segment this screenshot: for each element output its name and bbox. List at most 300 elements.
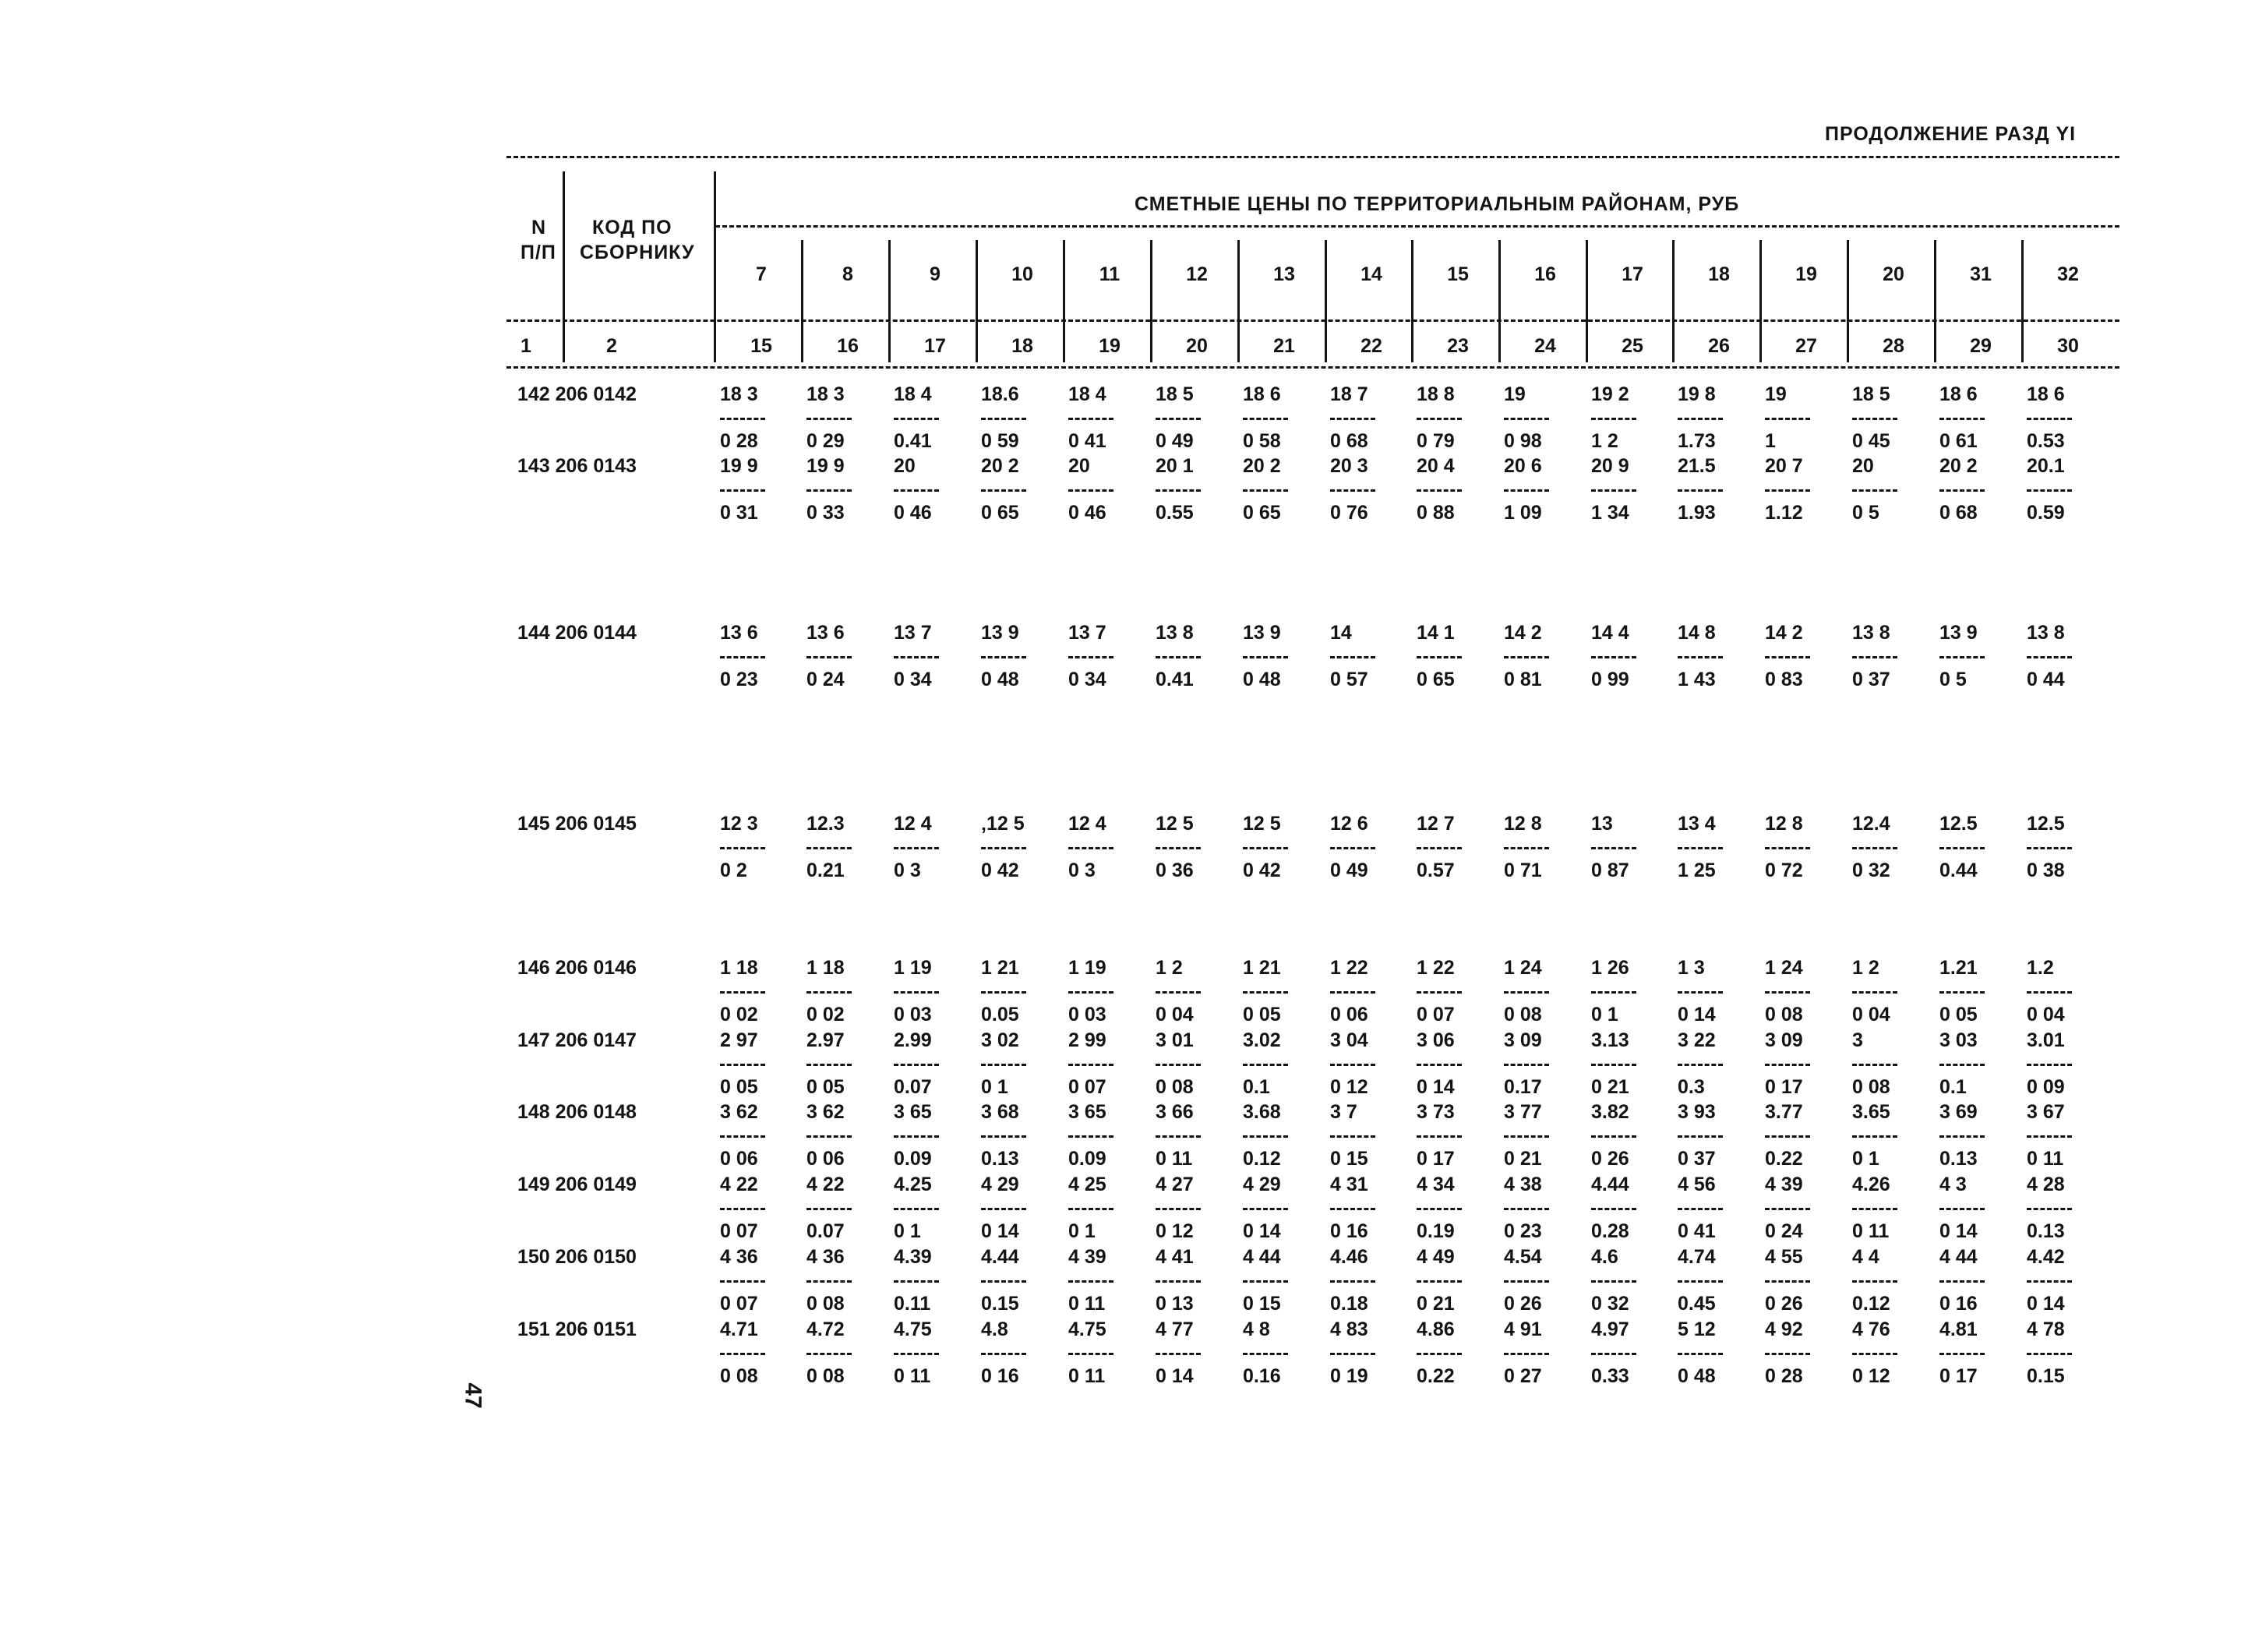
price-value: 3 65: [894, 1101, 932, 1123]
price-value: 4.26: [1852, 1174, 1890, 1195]
fraction-rule: [1852, 1208, 1897, 1210]
fraction-rule: [1156, 847, 1201, 849]
price-value: 0 08: [1765, 1004, 1803, 1025]
fraction-rule: [1243, 656, 1288, 658]
price-value: 0.45: [1678, 1293, 1716, 1315]
price-value: 1 24: [1504, 957, 1542, 979]
fraction-rule: [2027, 1280, 2072, 1283]
fraction-rule: [1156, 656, 1201, 658]
price-value: 0 26: [1504, 1293, 1542, 1315]
price-value: 0 16: [1939, 1293, 1978, 1315]
price-value: 0 34: [894, 669, 932, 690]
price-value: 4 22: [720, 1174, 758, 1195]
row-code: 146 206 0146: [517, 957, 637, 979]
price-value: 4 91: [1504, 1318, 1542, 1340]
price-value: 14 1: [1417, 622, 1455, 644]
price-value: 0 61: [1939, 430, 1978, 452]
price-value: 0.16: [1243, 1365, 1281, 1387]
price-value: 20 1: [1156, 455, 1194, 477]
price-value: 12 8: [1765, 813, 1803, 835]
column-number-cell: 28: [1883, 335, 1904, 357]
column-number-cell: 17: [924, 335, 946, 357]
price-value: 4.39: [894, 1246, 932, 1268]
price-value: 14 2: [1504, 622, 1542, 644]
price-value: 0 05: [1939, 1004, 1978, 1025]
price-value: 0 11: [1068, 1293, 1106, 1315]
fraction-rule: [981, 847, 1026, 849]
column-number-cell: 21: [1273, 335, 1295, 357]
price-value: 0 28: [1765, 1365, 1803, 1387]
price-value: 18 5: [1852, 383, 1890, 405]
column-number-cell: 23: [1447, 335, 1469, 357]
price-value: 1 3: [1678, 957, 1705, 979]
price-value: 0.28: [1591, 1220, 1629, 1242]
price-value: 0 1: [981, 1076, 1008, 1098]
price-value: 0 17: [1417, 1148, 1455, 1170]
fraction-rule: [1591, 656, 1636, 658]
price-value: 0.33: [1591, 1365, 1629, 1387]
price-value: 12.3: [806, 813, 845, 835]
price-value: 0 38: [2027, 860, 2065, 881]
column-number-cell: 29: [1970, 335, 1992, 357]
price-value: 3.82: [1591, 1101, 1629, 1123]
fraction-rule: [720, 1135, 765, 1138]
fraction-rule: [981, 1064, 1026, 1066]
price-value: 18 7: [1330, 383, 1368, 405]
price-value: 0 59: [981, 430, 1019, 452]
price-value: 2.99: [894, 1029, 932, 1051]
table-top-rule: [506, 156, 2119, 158]
price-value: 13 9: [981, 622, 1019, 644]
price-value: 0 46: [1068, 502, 1106, 524]
region-header-cell: 32: [2057, 263, 2079, 285]
price-value: 0.53: [2027, 430, 2065, 452]
price-value: 0 24: [806, 669, 845, 690]
price-value: 4 44: [1243, 1246, 1281, 1268]
fraction-rule: [1678, 1353, 1723, 1355]
fraction-rule: [1504, 991, 1549, 994]
fraction-rule: [1765, 1353, 1810, 1355]
fraction-rule: [720, 847, 765, 849]
price-value: 0.59: [2027, 502, 2065, 524]
price-value: 4 8: [1243, 1318, 1270, 1340]
fraction-rule: [1417, 1064, 1462, 1066]
fraction-rule: [1156, 418, 1201, 420]
fraction-rule: [1243, 1353, 1288, 1355]
fraction-rule: [1939, 1280, 1985, 1283]
price-value: 4.54: [1504, 1246, 1542, 1268]
fraction-rule: [1939, 656, 1985, 658]
price-value: 1 21: [981, 957, 1019, 979]
fraction-rule: [1504, 1208, 1549, 1210]
price-value: 0 21: [1417, 1293, 1455, 1315]
fraction-rule: [1678, 1135, 1723, 1138]
price-value: 4 22: [806, 1174, 845, 1195]
price-value: 0.1: [1939, 1076, 1967, 1098]
price-value: 0 88: [1417, 502, 1455, 524]
price-value: 4 38: [1504, 1174, 1542, 1195]
fraction-rule: [1678, 418, 1723, 420]
price-value: 1: [1765, 430, 1776, 452]
continuation-title: ПРОДОЛЖЕНИЕ РАЗД YI: [1825, 123, 2077, 145]
price-value: 1.2: [2027, 957, 2054, 979]
fraction-rule: [1765, 1135, 1810, 1138]
fraction-rule: [1939, 991, 1985, 994]
fraction-rule: [1852, 1064, 1897, 1066]
fraction-rule: [894, 1353, 939, 1355]
fraction-rule: [1504, 1135, 1549, 1138]
fraction-rule: [1068, 991, 1113, 994]
price-value: 4 25: [1068, 1174, 1106, 1195]
fraction-rule: [1330, 656, 1375, 658]
price-value: 0.09: [894, 1148, 932, 1170]
region-header-cell: 16: [1534, 263, 1556, 285]
price-value: 20 7: [1765, 455, 1803, 477]
fraction-rule: [1591, 489, 1636, 492]
price-value: 20 6: [1504, 455, 1542, 477]
price-value: 14: [1330, 622, 1352, 644]
price-value: 3.77: [1765, 1101, 1803, 1123]
price-value: 13 7: [894, 622, 932, 644]
price-value: 0.12: [1852, 1293, 1890, 1315]
price-value: 4.72: [806, 1318, 845, 1340]
row-code: 144 206 0144: [517, 622, 637, 644]
fraction-rule: [1852, 489, 1897, 492]
price-value: 3 02: [981, 1029, 1019, 1051]
price-value: 13 9: [1243, 622, 1281, 644]
price-value: 4.44: [981, 1246, 1019, 1268]
region-header-cell: 12: [1186, 263, 1208, 285]
price-value: 1 34: [1591, 502, 1629, 524]
column-number-cell: 18: [1011, 335, 1033, 357]
fraction-rule: [1417, 1208, 1462, 1210]
region-header-cell: 13: [1273, 263, 1295, 285]
price-value: 0.13: [1939, 1148, 1978, 1170]
fraction-rule: [1068, 1208, 1113, 1210]
price-value: 0 23: [720, 669, 758, 690]
price-value: 12 5: [1243, 813, 1281, 835]
price-value: 3 62: [806, 1101, 845, 1123]
fraction-rule: [2027, 489, 2072, 492]
fraction-rule: [1068, 1135, 1113, 1138]
fraction-rule: [1765, 847, 1810, 849]
price-value: 0.13: [2027, 1220, 2065, 1242]
price-value: 0 33: [806, 502, 845, 524]
price-value: 3.02: [1243, 1029, 1281, 1051]
price-value: 19 8: [1678, 383, 1716, 405]
price-value: 18 4: [1068, 383, 1106, 405]
price-value: 0 26: [1765, 1293, 1803, 1315]
fraction-rule: [2027, 991, 2072, 994]
price-value: 0 14: [1417, 1076, 1455, 1098]
price-value: 0 06: [720, 1148, 758, 1170]
col-code-header-1: КОД ПО: [592, 217, 672, 238]
price-value: 0.19: [1417, 1220, 1455, 1242]
price-value: 0 13: [1156, 1293, 1194, 1315]
price-value: 0 57: [1330, 669, 1368, 690]
price-value: 0 26: [1591, 1148, 1629, 1170]
price-value: 21.5: [1678, 455, 1716, 477]
col-num-left-1: 1: [521, 335, 531, 357]
price-value: 4 56: [1678, 1174, 1716, 1195]
price-value: 4 39: [1765, 1174, 1803, 1195]
fraction-rule: [1852, 1135, 1897, 1138]
fraction-rule: [894, 991, 939, 994]
fraction-rule: [1068, 489, 1113, 492]
price-value: 19: [1504, 383, 1526, 405]
price-value: 1 26: [1591, 957, 1629, 979]
price-value: 0 05: [720, 1076, 758, 1098]
price-value: 0 12: [1330, 1076, 1368, 1098]
price-value: 13 8: [1156, 622, 1194, 644]
fraction-rule: [806, 991, 852, 994]
fraction-rule: [806, 1353, 852, 1355]
fraction-rule: [981, 1280, 1026, 1283]
price-value: 0 08: [1852, 1076, 1890, 1098]
column-number-cell: 24: [1534, 335, 1556, 357]
col-num-left-2: 2: [606, 335, 617, 357]
fraction-rule: [1852, 1353, 1897, 1355]
region-header-cell: 18: [1708, 263, 1730, 285]
price-value: 1.21: [1939, 957, 1978, 979]
price-value: 0.15: [2027, 1365, 2065, 1387]
fraction-rule: [1939, 1064, 1985, 1066]
price-value: 0 71: [1504, 860, 1542, 881]
price-value: 18 6: [1939, 383, 1978, 405]
price-value: 20: [894, 455, 916, 477]
fraction-rule: [1504, 489, 1549, 492]
price-value: 0 27: [1504, 1365, 1542, 1387]
fraction-rule: [1068, 418, 1113, 420]
price-value: 4 29: [1243, 1174, 1281, 1195]
fraction-rule: [1330, 991, 1375, 994]
price-value: 3: [1852, 1029, 1863, 1051]
fraction-rule: [1068, 847, 1113, 849]
price-value: 0.05: [981, 1004, 1019, 1025]
price-value: 4 36: [806, 1246, 845, 1268]
price-value: 3 09: [1765, 1029, 1803, 1051]
price-value: 20 3: [1330, 455, 1368, 477]
fraction-rule: [1852, 847, 1897, 849]
price-value: 0 06: [1330, 1004, 1368, 1025]
price-value: 20: [1852, 455, 1874, 477]
price-group-title: СМЕТНЫЕ ЦЕНЫ ПО ТЕРРИТОРИАЛЬНЫМ РАЙОНАМ, РУБ: [1135, 193, 1740, 215]
fraction-rule: [1417, 1135, 1462, 1138]
fraction-rule: [1591, 418, 1636, 420]
fraction-rule: [2027, 656, 2072, 658]
fraction-rule: [1156, 489, 1201, 492]
price-value: 0.15: [981, 1293, 1019, 1315]
fraction-rule: [981, 1353, 1026, 1355]
fraction-rule: [1243, 1208, 1288, 1210]
price-value: 4 29: [981, 1174, 1019, 1195]
fraction-rule: [1156, 1064, 1201, 1066]
price-value: 0 41: [1678, 1220, 1716, 1242]
price-value: 4.81: [1939, 1318, 1978, 1340]
price-value: 3 67: [2027, 1101, 2065, 1123]
fraction-rule: [894, 847, 939, 849]
price-value: 0 83: [1765, 669, 1803, 690]
fraction-rule: [806, 1280, 852, 1283]
price-value: 3.13: [1591, 1029, 1629, 1051]
price-value: 18 3: [806, 383, 845, 405]
price-value: 0 5: [1939, 669, 1967, 690]
price-value: 12.5: [1939, 813, 1978, 835]
price-value: 3.65: [1852, 1101, 1890, 1123]
price-value: 0 17: [1765, 1076, 1803, 1098]
price-value: 0.22: [1417, 1365, 1455, 1387]
fraction-rule: [894, 1135, 939, 1138]
price-value: 0.13: [981, 1148, 1019, 1170]
price-value: 3.01: [2027, 1029, 2065, 1051]
price-value: 3 22: [1678, 1029, 1716, 1051]
price-value: 0.21: [806, 860, 845, 881]
price-value: 4 39: [1068, 1246, 1106, 1268]
price-value: 0 46: [894, 502, 932, 524]
price-value: 3 93: [1678, 1101, 1716, 1123]
price-value: 0 81: [1504, 669, 1542, 690]
price-value: 12 4: [1068, 813, 1106, 835]
price-value: 0 37: [1852, 669, 1890, 690]
price-value: 14 4: [1591, 622, 1629, 644]
price-value: 0 21: [1504, 1148, 1542, 1170]
price-value: 19 9: [806, 455, 845, 477]
price-value: 1 2: [1852, 957, 1879, 979]
fraction-rule: [1591, 1135, 1636, 1138]
price-value: 13 7: [1068, 622, 1106, 644]
region-header-cell: 17: [1622, 263, 1643, 285]
region-header-cell: 11: [1099, 263, 1120, 285]
price-value: 0 14: [1678, 1004, 1716, 1025]
row-code: 147 206 0147: [517, 1029, 637, 1051]
price-value: 12 3: [720, 813, 758, 835]
price-value: 4 4: [1852, 1246, 1879, 1268]
column-number-cell: 30: [2057, 335, 2079, 357]
price-value: 4 28: [2027, 1174, 2065, 1195]
fraction-rule: [1939, 1135, 1985, 1138]
fraction-rule: [2027, 1353, 2072, 1355]
fraction-rule: [1939, 847, 1985, 849]
price-value: 3 7: [1330, 1101, 1357, 1123]
fraction-rule: [1330, 1280, 1375, 1283]
region-header-cell: 14: [1360, 263, 1382, 285]
price-value: 0.41: [1156, 669, 1194, 690]
price-value: 4.97: [1591, 1318, 1629, 1340]
row-code: 143 206 0143: [517, 455, 637, 477]
price-value: 0 08: [806, 1293, 845, 1315]
fraction-rule: [2027, 418, 2072, 420]
fraction-rule: [1504, 1353, 1549, 1355]
price-value: 0 3: [894, 860, 921, 881]
fraction-rule: [1417, 1353, 1462, 1355]
divider-n-code: [563, 171, 565, 362]
fraction-rule: [2027, 847, 2072, 849]
price-value: 1 2: [1591, 430, 1618, 452]
price-value: 0 68: [1939, 502, 1978, 524]
price-value: 0 14: [981, 1220, 1019, 1242]
price-value: 0 79: [1417, 430, 1455, 452]
fraction-rule: [720, 1280, 765, 1283]
price-value: 0 49: [1156, 430, 1194, 452]
fraction-rule: [1939, 418, 1985, 420]
price-value: 0 08: [806, 1365, 845, 1387]
fraction-rule: [720, 991, 765, 994]
price-value: 0 34: [1068, 669, 1106, 690]
region-row-rule: [506, 319, 2119, 322]
price-value: 0 19: [1330, 1365, 1368, 1387]
price-value: 1 21: [1243, 957, 1281, 979]
price-value: 1.73: [1678, 430, 1716, 452]
price-value: 0 14: [1156, 1365, 1194, 1387]
price-value: 3 06: [1417, 1029, 1455, 1051]
fraction-rule: [894, 1208, 939, 1210]
fraction-rule: [894, 656, 939, 658]
price-value: 2 97: [720, 1029, 758, 1051]
price-value: 0 12: [1156, 1220, 1194, 1242]
price-value: 5 12: [1678, 1318, 1716, 1340]
price-value: 0 04: [2027, 1004, 2065, 1025]
price-value: 4 36: [720, 1246, 758, 1268]
price-value: 18 8: [1417, 383, 1455, 405]
fraction-rule: [1243, 847, 1288, 849]
fraction-rule: [1765, 991, 1810, 994]
page-number: 47: [460, 1382, 486, 1409]
price-value: 12 4: [894, 813, 932, 835]
column-number-cell: 20: [1186, 335, 1208, 357]
price-value: 4.86: [1417, 1318, 1455, 1340]
fraction-rule: [1939, 1208, 1985, 1210]
fraction-rule: [720, 418, 765, 420]
price-value: 1.93: [1678, 502, 1716, 524]
fraction-rule: [720, 1353, 765, 1355]
price-value: 0 08: [1504, 1004, 1542, 1025]
price-value: 20: [1068, 455, 1090, 477]
fraction-rule: [1417, 847, 1462, 849]
price-value: 0 14: [2027, 1293, 2065, 1315]
fraction-rule: [1330, 489, 1375, 492]
price-value: 0.22: [1765, 1148, 1803, 1170]
column-number-cell: 19: [1099, 335, 1120, 357]
price-value: 0 08: [1156, 1076, 1194, 1098]
price-value: 0.55: [1156, 502, 1194, 524]
price-value: 0.17: [1504, 1076, 1542, 1098]
row-code: 151 206 0151: [517, 1318, 637, 1340]
price-value: 0.07: [894, 1076, 932, 1098]
row-code: 149 206 0149: [517, 1174, 637, 1195]
price-value: 0.3: [1678, 1076, 1705, 1098]
price-value: 0 49: [1330, 860, 1368, 881]
price-value: 1 2: [1156, 957, 1183, 979]
region-header-cell: 10: [1011, 263, 1033, 285]
price-value: 12 6: [1330, 813, 1368, 835]
price-value: 4.25: [894, 1174, 932, 1195]
price-value: 0 02: [720, 1004, 758, 1025]
fraction-rule: [1678, 656, 1723, 658]
price-value: 0.18: [1330, 1293, 1368, 1315]
price-value: 0 1: [1068, 1220, 1096, 1242]
price-value: 20 4: [1417, 455, 1455, 477]
fraction-rule: [2027, 1208, 2072, 1210]
row-code: 142 206 0142: [517, 383, 637, 405]
price-value: 0.44: [1939, 860, 1978, 881]
fraction-rule: [894, 418, 939, 420]
price-value: 0 42: [1243, 860, 1281, 881]
price-value: 0 3: [1068, 860, 1096, 881]
fraction-rule: [1330, 1208, 1375, 1210]
fraction-rule: [1504, 1280, 1549, 1283]
price-value: 14 8: [1678, 622, 1716, 644]
price-value: 0.1: [1243, 1076, 1270, 1098]
